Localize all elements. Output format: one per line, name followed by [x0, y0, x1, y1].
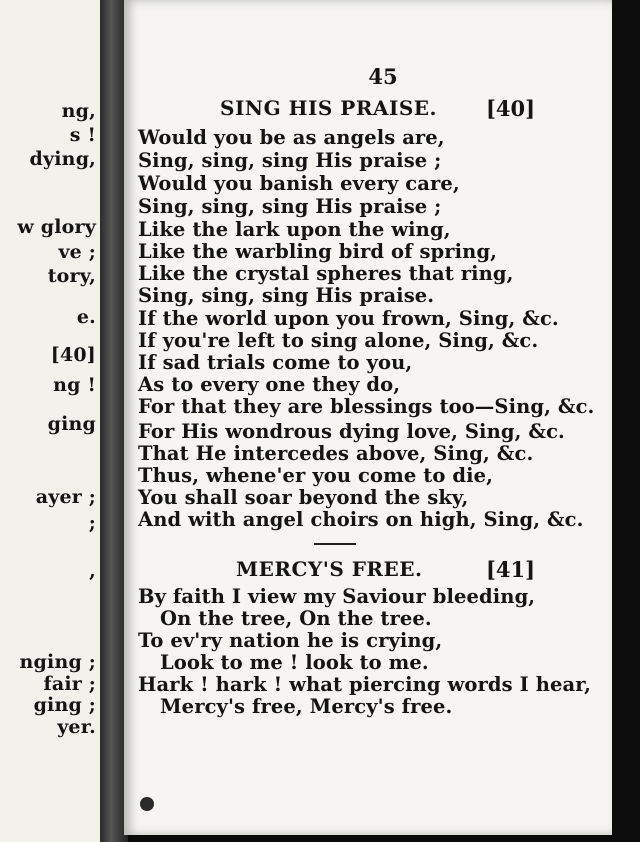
left-page-fragment: dying,: [29, 148, 96, 170]
hymn-40-line: Sing, sing, sing His praise.: [138, 284, 435, 307]
right-page-edge: [612, 0, 640, 842]
hymn-40-line: Would you banish every care,: [138, 172, 460, 195]
page-number: 45: [368, 64, 398, 89]
facing-page-left: [0, 0, 100, 842]
left-page-fragment: w glory: [17, 216, 96, 238]
hymn-40-line: And with angel choirs on high, Sing, &c.: [138, 508, 584, 531]
hymn-41-line: Look to me ! look to me.: [160, 651, 429, 674]
hymn-40-line: If the world upon you frown, Sing, &c.: [138, 307, 559, 330]
left-page-fragment: s !: [69, 124, 96, 146]
left-page-fragment: nging ;: [19, 651, 96, 673]
left-page-fragment: ve ;: [58, 241, 96, 263]
hymn-41-title: MERCY'S FREE.: [236, 557, 423, 581]
left-page-fragment: yer.: [57, 716, 96, 738]
left-page-fragment: ayer ;: [35, 486, 96, 508]
ink-blot: [140, 797, 154, 811]
left-page-fragment: ging: [47, 413, 96, 435]
left-page-fragment: ng !: [53, 374, 96, 396]
hymn-41-line: To ev'ry nation he is crying,: [138, 629, 443, 652]
hymn-40-title: SING HIS PRAISE.: [220, 96, 437, 120]
hymn-40-line: For that they are blessings too—Sing, &c.: [138, 395, 595, 418]
hymn-40-number: [40]: [486, 96, 536, 121]
left-page-fragment: e.: [76, 306, 96, 328]
hymn-40-line: Sing, sing, sing His praise ;: [138, 149, 442, 172]
left-page-fragment: ;: [88, 512, 96, 534]
hymn-40-line: As to every one they do,: [138, 373, 401, 396]
hymn-41-line: By faith I view my Saviour bleeding,: [138, 585, 536, 608]
left-page-fragment: fair ;: [43, 673, 96, 695]
left-page-fragment: tory,: [47, 265, 96, 287]
left-page-fragment: ging ;: [33, 694, 96, 716]
hymn-40-line: Like the lark upon the wing,: [138, 218, 451, 241]
book-page: [124, 0, 612, 835]
hymn-40-line: Like the crystal spheres that ring,: [138, 262, 514, 285]
section-divider: [314, 543, 356, 545]
hymn-40-line: Would you be as angels are,: [138, 126, 445, 149]
hymn-41-number: [41]: [486, 557, 536, 582]
hymn-40-line: If you're left to sing alone, Sing, &c.: [138, 329, 539, 352]
hymn-40-line: If sad trials come to you,: [138, 351, 413, 374]
hymn-40-line: Like the warbling bird of spring,: [138, 240, 498, 263]
hymn-40-line: That He intercedes above, Sing, &c.: [138, 442, 534, 465]
left-page-fragment: ,: [89, 560, 96, 582]
hymn-40-line: Sing, sing, sing His praise ;: [138, 195, 442, 218]
left-page-fragment: ng,: [61, 100, 96, 122]
hymn-41-line: Hark ! hark ! what piercing words I hear,: [138, 673, 592, 696]
hymn-40-line: For His wondrous dying love, Sing, &c.: [138, 420, 565, 443]
hymn-41-line: Mercy's free, Mercy's free.: [160, 695, 453, 718]
hymn-40-line: You shall soar beyond the sky,: [138, 486, 469, 509]
hymn-40-line: Thus, whene'er you come to die,: [138, 464, 493, 487]
hymn-41-line: On the tree, On the tree.: [160, 607, 432, 630]
left-page-fragment: [40]: [50, 344, 96, 366]
